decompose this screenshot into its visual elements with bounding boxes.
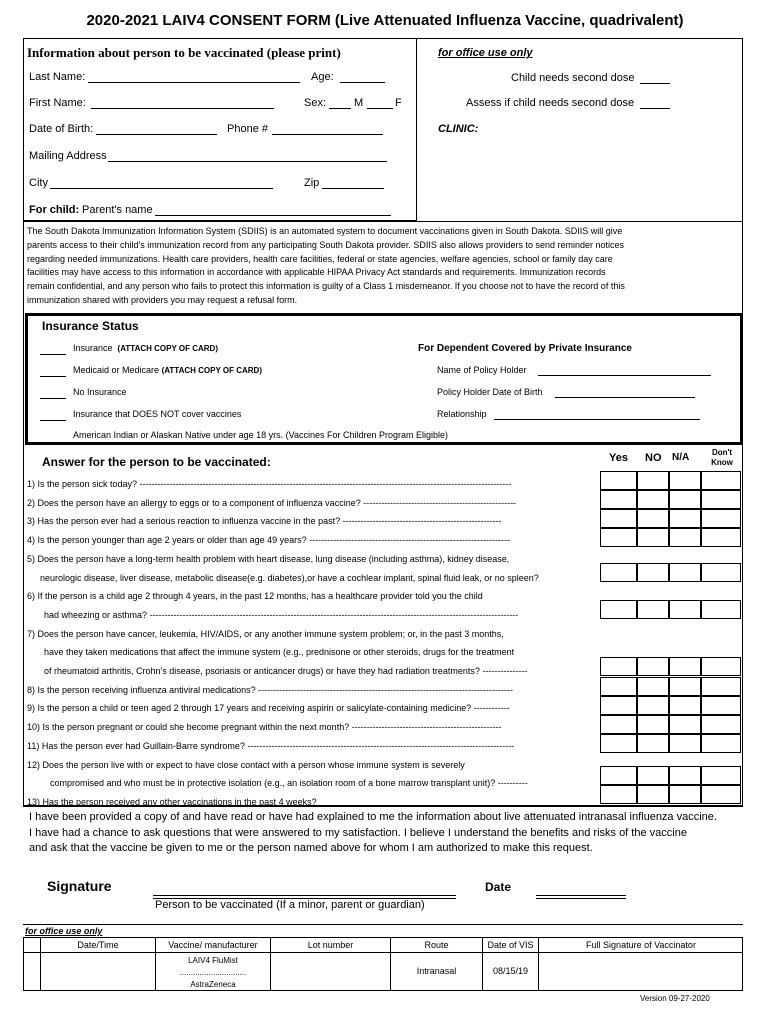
question-line: 13) Has the person received any other vaccinations in the past 4 weeks? [27,796,317,807]
answer-checkbox[interactable] [600,528,637,547]
col-yes: Yes [609,452,628,464]
question-line: 1) Is the person sick today? ---------------------------------------------------------------------------------------------------------------------------- [27,479,512,489]
question-line: 11) Has the person ever had Guillain-Barre syndrome? ----------------------------------------------------------------------------------------- [27,740,515,751]
answer-checkbox[interactable] [637,696,669,715]
question-line: have they taken medications that affect the immune system (e.g., prednisone or other steroids, drugs for the treatment [44,647,515,658]
answer-checkbox[interactable] [669,509,701,528]
version-label: Version 09-27-2020 [640,994,710,1003]
answer-checkbox[interactable] [637,563,669,582]
question-line: 7) Does the person have cancer, leukemia, HIV/AIDS, or any another immune system problem; or, in the past 3 months, [27,628,504,639]
answer-checkbox[interactable] [637,734,669,753]
dob-label: Date of Birth: [29,123,94,135]
answer-checkbox[interactable] [637,471,669,490]
insurance-checkbox-medicaid[interactable] [40,376,66,377]
answer-checkbox[interactable] [669,715,701,734]
header-vaccinator-signature: Full Signature of Vaccinator [586,940,696,950]
date-label: Date [485,880,512,894]
vaccine-name: LAIV4 FluMist [188,956,238,965]
answer-checkbox[interactable] [669,734,701,753]
last-name-field[interactable] [88,82,300,83]
answer-checkbox[interactable] [600,677,637,696]
first-name-label: First Name: [29,97,86,109]
col-no: NO [645,452,662,464]
answer-checkbox[interactable] [637,600,669,619]
question-line: 12) Does the person live with or expect to have close contact with a person whose immune system is severely [27,759,465,770]
sex-m-label: M [354,97,364,109]
header-vaccine: Vaccine/ manufacturer [168,940,258,950]
answer-checkbox[interactable] [669,490,701,509]
answer-checkbox[interactable] [600,766,637,785]
answer-checkbox[interactable] [600,696,637,715]
sdiis-line: facilities may have access to this information in accordance with applicable HIPAA Privacy Act standards and requirements. Immunization records [27,267,606,278]
age-label: Age: [311,71,334,83]
answer-checkbox[interactable] [637,715,669,734]
sex-f-label: F [395,97,402,109]
dependent-heading: For Dependent Covered by Private Insurance [418,343,632,354]
header-date-of-vis: Date of VIS [487,940,534,950]
question-line: neurologic disease, liver disease, metabolic disease(e.g. diabetes),or have a cochlear implant, spinal fluid leak, or no spleen? [40,572,539,583]
office-table-divider [23,924,743,925]
answer-checkbox[interactable] [600,785,637,804]
questions-heading: Answer for the person to be vaccinated: [42,455,271,469]
answer-checkbox[interactable] [600,509,637,528]
parent-name-field[interactable] [155,215,391,216]
answer-checkbox[interactable] [600,715,637,734]
first-name-field[interactable] [91,108,274,109]
relationship-field[interactable] [494,419,700,420]
sdiis-paragraph [27,225,739,308]
answer-checkbox[interactable] [600,563,637,582]
insurance-checkbox-insurance[interactable] [40,354,66,355]
phone-field[interactable] [272,134,383,135]
american-indian-label: American Indian or Alaskan Native under age 18 yrs. (Vaccines For Children Program Eligible) [73,430,449,440]
answer-checkbox[interactable] [669,528,701,547]
policy-holder-field[interactable] [538,375,711,376]
option-note: (ATTACH COPY OF CARD) [117,344,218,353]
answer-checkbox[interactable] [701,657,741,676]
insurance-heading: Insurance Status [42,319,139,333]
sdiis-line: remain confidential, and any person who fails to protect this information is guilty of a Class 1 misdemeanor. If you choose not to have the record of this [27,281,625,292]
date-field[interactable] [536,895,626,896]
answer-checkbox[interactable] [701,490,741,509]
answer-checkbox[interactable] [669,563,701,582]
vaccine-dots: .............................. [179,968,247,977]
office-use-heading: for office use only [438,47,533,59]
answer-checkbox[interactable] [701,563,741,582]
answer-checkbox[interactable] [637,490,669,509]
answer-checkbox[interactable] [701,785,741,804]
question-line: of rheumatoid arthritis, Crohn's disease, psoriasis or anticancer drugs) or have they had radiation treatments? --------------- [44,666,528,677]
answer-checkbox[interactable] [669,657,701,676]
answer-checkbox[interactable] [637,677,669,696]
option-note: (ATTACH COPY OF CARD) [161,366,262,375]
consent-line: I have had a chance to ask questions that were answered to my satisfaction. I believe I understand the benefits and risks of the vaccine [29,826,687,839]
consent-line: I have been provided a copy of and have read or have had explained to me the information about live attenuated intranasal influenza vaccine. [29,811,717,823]
assess-second-dose-field[interactable] [640,108,670,109]
clinic-label: CLINIC: [438,123,479,135]
office-table-heading: for office use only [25,926,103,936]
zip-field[interactable] [322,188,384,189]
form-title: 2020-2021 LAIV4 CONSENT FORM (Live Attenuated Influenza Vaccine, quadrivalent) [86,12,684,29]
policy-holder-dob-label: Policy Holder Date of Birth [437,387,543,397]
date-field-underline [536,898,626,899]
questions-list [27,475,597,812]
sdiis-line: The South Dakota Immunization Information System (SDIIS) is an automated system to document vaccinations given in South Dakota. SDIIS will give [27,226,623,236]
question-line: 4) Is the person younger than age 2 years or older than age 49 years? ------------------------------------------------------------------- [27,535,510,546]
city-label: City [29,177,48,189]
relationship-label: Relationship [437,409,487,419]
answer-checkbox[interactable] [701,696,741,715]
policy-holder-dob-field[interactable] [555,397,695,398]
answer-checkbox[interactable] [701,677,741,696]
option-text: Medicaid or Medicare [73,365,160,375]
insurance-option-label [73,343,218,353]
answer-checkbox[interactable] [637,766,669,785]
answer-checkbox[interactable] [637,785,669,804]
answer-checkbox[interactable] [701,766,741,785]
consent-divider [23,806,743,807]
header-lot-number: Lot number [307,940,354,950]
vis-date-value: 08/15/19 [492,966,529,976]
col-na: N/A [672,452,690,463]
question-line: 2) Does the person have an allergy to eggs or to a component of influenza vaccine? --------------------------------------------------- [27,497,517,508]
assess-second-dose-label: Assess if child needs second dose [466,97,635,109]
policy-holder-label: Name of Policy Holder [437,365,527,375]
phone-label: Phone # [227,123,268,135]
question-line: 3) Has the person ever had a serious reaction to influenza vaccine in the past? ----------------------------------------------------- [27,516,502,527]
question-line: 8) Is the person receiving influenza antiviral medications? ------------------------------------------------------------------------------------- [27,684,513,695]
insurance-option-label: Insurance that DOES NOT cover vaccines [73,409,242,419]
answer-checkbox[interactable] [637,509,669,528]
second-dose-field[interactable] [640,83,670,84]
sex-f-field[interactable] [367,108,393,109]
city-field[interactable] [50,188,273,189]
answer-checkbox[interactable] [701,600,741,619]
answer-checkbox[interactable] [600,657,637,676]
question-line: compromised and who must be in protective isolation (e.g., an isolation room of a bone marrow transplant unit)? ---------- [50,778,528,789]
answer-checkbox[interactable] [637,657,669,676]
sdiis-line: parents access to their child's immunization record from any participating South Dakota provider. SDIIS also allows providers to send reminder notices [27,239,624,250]
answer-checkbox[interactable] [600,734,637,753]
sex-label: Sex: [304,97,327,109]
insurance-checkbox-no-vaccine-coverage[interactable] [40,420,66,421]
insurance-option-label: No Insurance [73,387,127,397]
sdiis-line: regarding needed immunizations. Health care providers, health care facilities, federal or state agencies, welfare agencies, school or family day care [27,253,613,264]
mailing-address-field[interactable] [108,161,387,162]
answer-checkbox[interactable] [600,471,637,490]
header-route: Route [424,940,449,950]
answer-checkbox[interactable] [669,600,701,619]
answer-checkbox[interactable] [669,677,701,696]
answer-checkbox[interactable] [701,528,741,547]
last-name-label: Last Name: [29,71,86,83]
person-heading: Information about person to be vaccinated (please print) [27,45,341,60]
answer-checkbox[interactable] [637,528,669,547]
signature-caption: Person to be vaccinated (If a minor, parent or guardian) [155,899,425,911]
question-line: 6) If the person is a child age 2 through 4 years, in the past 12 months, has a healthcare provider told you the child [27,591,483,602]
vaccine-manufacturer: AstraZeneca [190,980,236,989]
signature-field[interactable] [153,895,456,896]
question-line: had wheezing or asthma? --------------------------------------------------------------------------------------------------------------------------- [44,609,519,620]
mailing-address-label: Mailing Address [29,150,107,162]
answer-checkbox[interactable] [701,509,741,528]
answer-checkbox[interactable] [669,471,701,490]
sdiis-line: immunization shared with providers you may request a refusal form. [27,294,298,305]
second-dose-label: Child needs second dose [511,72,635,84]
consent-text [29,810,717,857]
answer-checkbox[interactable] [701,715,741,734]
parent-name-label: Parent's name [82,204,153,216]
answer-checkbox[interactable] [669,696,701,715]
sdiis-divider [23,221,743,222]
answer-checkbox[interactable] [600,490,637,509]
vaccine-cell [156,955,270,991]
question-line: 9) Is the person a child or teen aged 2 through 17 years and receiving aspirin or salicylate-containing medicine? ------------ [27,703,510,714]
question-line: 5) Does the person have a long-term health problem with heart disease, lung disease (including asthma), kidney disease, [27,553,510,564]
header-date-time: Date/Time [77,940,119,950]
answer-checkbox[interactable] [600,600,637,619]
answer-checkbox[interactable] [701,471,741,490]
dob-field[interactable] [96,134,217,135]
zip-label: Zip [304,177,320,189]
sex-m-field[interactable] [329,108,351,109]
option-text: Insurance [73,343,113,353]
office-table-header-line [23,952,743,953]
insurance-checkbox-none[interactable] [40,398,66,399]
question-line: 10) Is the person pregnant or could she become pregnant within the next month? -------------------------------------------------- [27,722,502,733]
signature-label: Signature [47,878,112,894]
answer-checkbox[interactable] [701,734,741,753]
answer-checkbox[interactable] [669,785,701,804]
for-child-label: For child: [29,204,80,216]
insurance-option-label [73,365,262,375]
consent-line: and ask that the vaccine be given to me or the person named above for whom I am authorized to make this request. [29,842,593,854]
age-field[interactable] [340,82,385,83]
answer-checkbox[interactable] [669,766,701,785]
col-dont-know: Don't Know [711,448,733,467]
route-value: Intranasal [416,966,457,976]
